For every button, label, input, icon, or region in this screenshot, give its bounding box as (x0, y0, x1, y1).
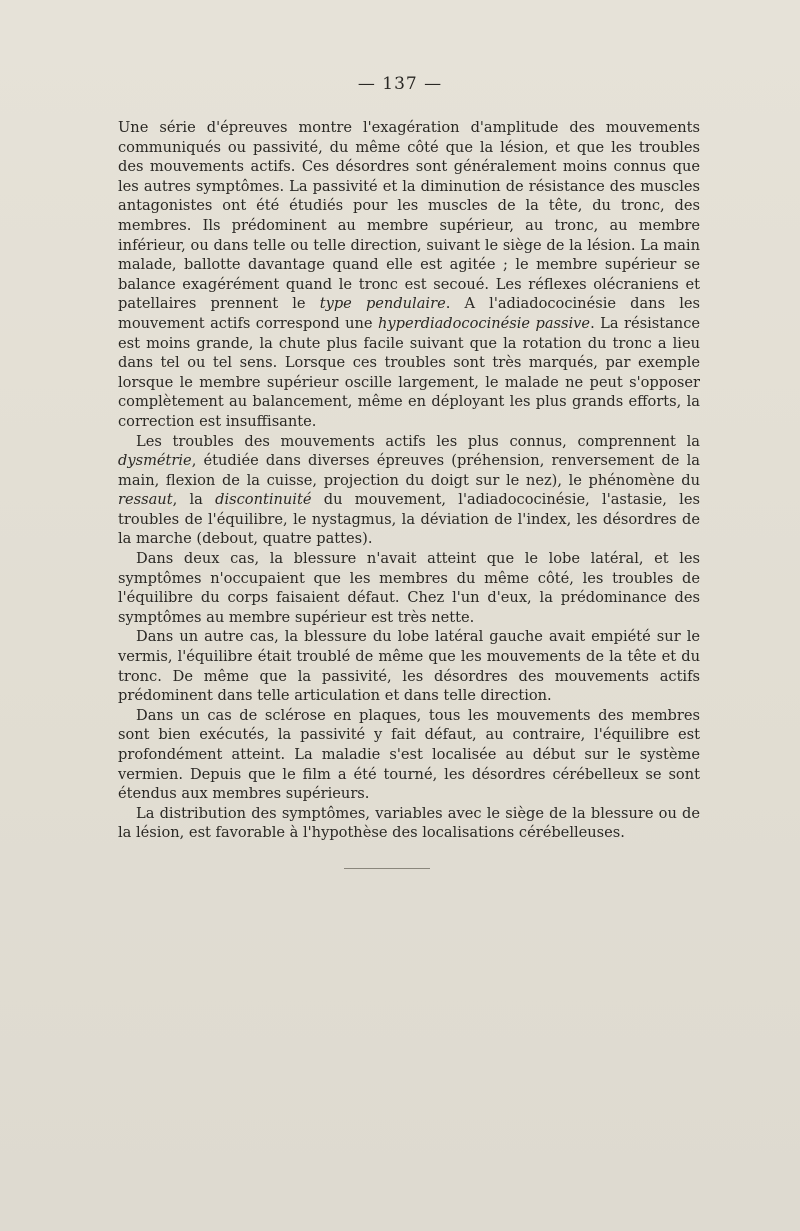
paragraph (118, 706, 700, 804)
paragraph (118, 804, 700, 843)
text-run: Les troubles des mouvements actifs les plus connus, comprennent la (136, 432, 700, 450)
text-run: , la (172, 491, 216, 509)
text-run: du mouvement, l'adiadococinésie, l'astasie, les troubles de l'équilibre, le nystagmus, la déviation de l'index, les désordres de la marche (debout, quatre pattes). (118, 491, 700, 548)
text-run: . A l'adiadococinésie dans les mouvement actifs correspond une (118, 295, 701, 332)
text-run: Une série d'épreuves montre l'exagération d'amplitude des mouvements communiqués ou passivité, du même côté que la lésion, et que les troubles des mouvements actifs. Ces désordres sont généralement moins connus que les autres symptômes. La passivité et la diminution de résistance des muscles antagonistes ont été étudiés pour les muscles de la tête, du tronc, des membres. Ils prédominent au membre supérieur, au tronc, au membre inférieur, ou dans telle ou telle direction, suivant le siège de la lésion. La main malade, ballotte davantage quand elle est agitée ; le membre supérieur se balance exagérément quand le tronc est secoué. Les réflexes olécraniens et patellaires prennent le (118, 119, 700, 313)
body-text (118, 118, 700, 843)
page-number: — 137 — (357, 74, 443, 94)
italic-term: ressaut (118, 491, 173, 509)
italic-term: dysmétrie (118, 452, 192, 470)
paragraph (118, 432, 700, 550)
text-run: Dans un autre cas, la blessure du lobe latéral gauche avait empiété sur le vermis, l'équilibre était troublé de même que les mouvements de la tête et du tronc. De même que la passivité, les désordres des mouvements actifs prédominent dans telle articulation et dans telle direction. (118, 628, 700, 705)
italic-term: discontinuité (215, 491, 312, 509)
text-run: Dans un cas de sclérose en plaques, tous les mouvements des membres sont bien exécutés, la passivité y fait défaut, au contraire, l'équilibre est profondément atteint. La maladie s'est localisée au début sur le système vermien. Depuis que le film a été tourné, les désordres cérébelleux se sont étendus aux membres supérieurs. (118, 706, 700, 803)
text-run: Dans deux cas, la blessure n'avait atteint que le lobe latéral, et les symptômes n'occupaient que les membres du même côté, les troubles de l'équilibre du corps faisaient défaut. Chez l'un d'eux, la prédominance des symptômes au membre supérieur est très nette. (118, 550, 700, 626)
text-run: . La résistance est moins grande, la chute plus facile suivant que la rotation du tronc a lieu dans tel ou tel sens. Lorsque ces troubles sont très marqués, par exemple lorsque le membre supérieur oscille largement, le malade ne peut s'opposer complètement au balancement, même en déployant les plus grands efforts, la correction est insuffisante. (118, 314, 700, 430)
paragraph (118, 549, 700, 627)
end-rule (344, 868, 430, 869)
paragraph (118, 118, 700, 432)
italic-term: type pendulaire (319, 295, 446, 313)
paragraph (118, 627, 700, 705)
text-run: , étudiée dans diverses épreuves (préhension, renversement de la main, flexion de la cuisse, projection du doigt sur le nez), le phénomène du (118, 452, 700, 489)
text-run: La distribution des symptômes, variables avec le siège de la blessure ou de la lésion, est favorable à l'hypothèse des localisations cérébelleuses. (118, 804, 700, 842)
italic-term: hyperdiadococinésie passive (378, 314, 591, 332)
